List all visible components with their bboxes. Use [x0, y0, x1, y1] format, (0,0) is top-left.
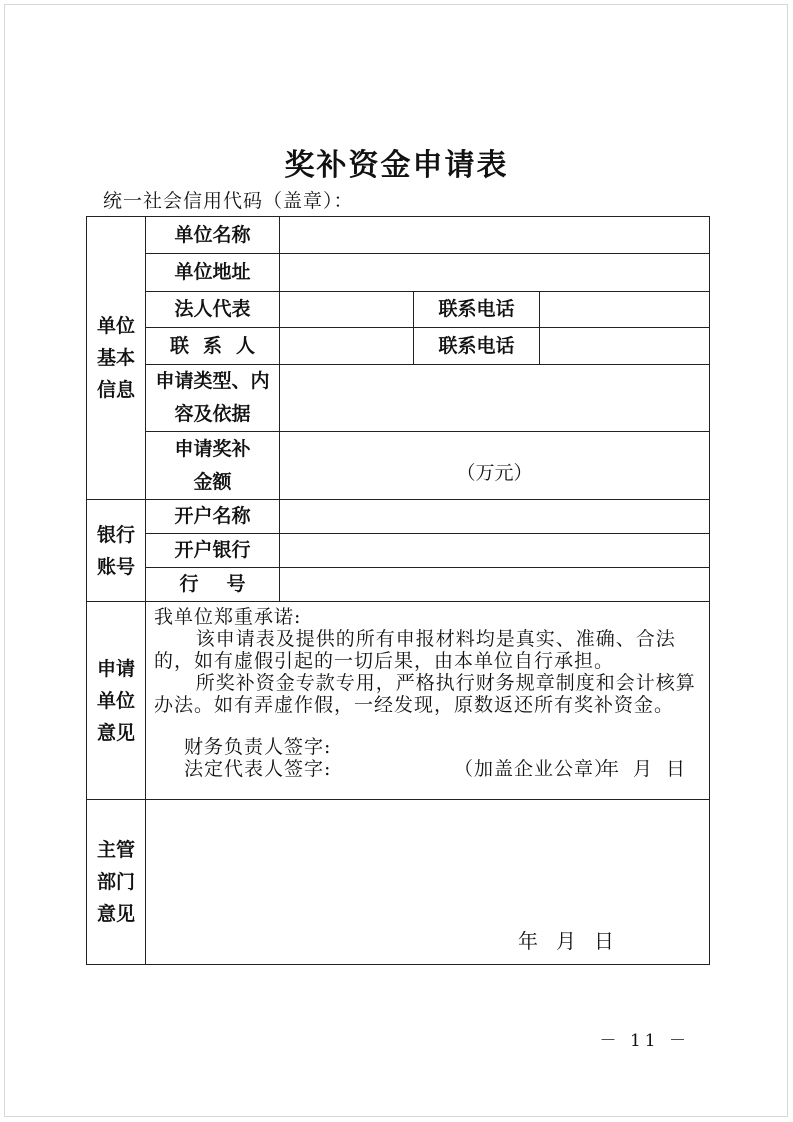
- section-dept-line2: 部门: [96, 871, 135, 893]
- document-title: 奖补资金申请表: [284, 148, 509, 183]
- section-bank: [87, 500, 146, 602]
- section-bank-line2: 账号: [96, 555, 135, 578]
- unit-name-label: 单位名称: [146, 217, 280, 254]
- bank-no-label: 行号: [146, 568, 280, 602]
- phone-2-label: 联系电话: [414, 328, 540, 365]
- section-basic-info-line2: 基本: [96, 347, 135, 369]
- legal-rep-label: 法人代表: [146, 292, 280, 328]
- contact-label: 联系人: [146, 328, 280, 365]
- commitment-date: 年月日: [600, 758, 700, 780]
- bank-name-label: 开户银行: [146, 534, 280, 568]
- unit-address-label: 单位地址: [146, 254, 280, 292]
- dept-date: 年月日: [518, 929, 632, 953]
- dept-opinion-cell[interactable]: [146, 800, 710, 965]
- apply-type-field[interactable]: [280, 365, 710, 432]
- commitment-heading: 我单位郑重承诺:: [154, 606, 302, 628]
- commitment-para-2: 所奖补资金专款专用，严格执行财务规章制度和会计核算办法。如有弄虚作假，一经发现，原数返还所有奖补资金。: [154, 672, 696, 716]
- unit-name-field[interactable]: [280, 217, 710, 254]
- section-dept-opinion: [87, 800, 146, 965]
- section-applicant-opinion: [87, 602, 146, 800]
- apply-type-label: 申请类型、内容及依据: [146, 365, 280, 432]
- commitment-para-1: 该申请表及提供的所有申报材料均是真实、准确、合法的，如有虚假引起的一切后果，由本单位自行承担。: [154, 628, 676, 672]
- contact-field[interactable]: [280, 328, 414, 365]
- account-name-label: 开户名称: [146, 500, 280, 534]
- section-applicant-line1: 申请: [96, 657, 135, 680]
- finance-sign-label: 财务负责人签字:: [184, 736, 332, 758]
- credit-code-label: 统一社会信用代码（盖章）：: [103, 190, 354, 212]
- section-basic-info: [87, 217, 146, 500]
- bank-no-field[interactable]: [280, 568, 710, 602]
- application-form-table: [86, 216, 710, 965]
- amount-unit[interactable]: （万元）: [280, 432, 710, 500]
- section-basic-info-line3: 信息: [96, 379, 135, 401]
- section-bank-line1: 银行: [96, 523, 135, 546]
- section-applicant-line3: 意见: [96, 721, 135, 744]
- legal-rep-field[interactable]: [280, 292, 414, 328]
- legal-sign-label: 法定代表人签字:: [184, 758, 332, 780]
- account-name-field[interactable]: [280, 500, 710, 534]
- section-basic-info-line1: 单位: [96, 315, 135, 337]
- section-applicant-line2: 单位: [96, 689, 135, 712]
- bank-name-field[interactable]: [280, 534, 710, 568]
- section-dept-line3: 意见: [96, 903, 135, 925]
- applicant-opinion-cell[interactable]: [146, 602, 710, 800]
- seal-note: （加盖企业公章）: [454, 758, 615, 780]
- page-number: － 11 －: [599, 1031, 690, 1051]
- phone-1-label: 联系电话: [414, 292, 540, 328]
- apply-amount-label: 申请奖补金额: [146, 432, 280, 500]
- section-dept-line1: 主管: [96, 839, 135, 861]
- unit-address-field[interactable]: [280, 254, 710, 292]
- phone-1-field[interactable]: [540, 292, 710, 328]
- phone-2-field[interactable]: [540, 328, 710, 365]
